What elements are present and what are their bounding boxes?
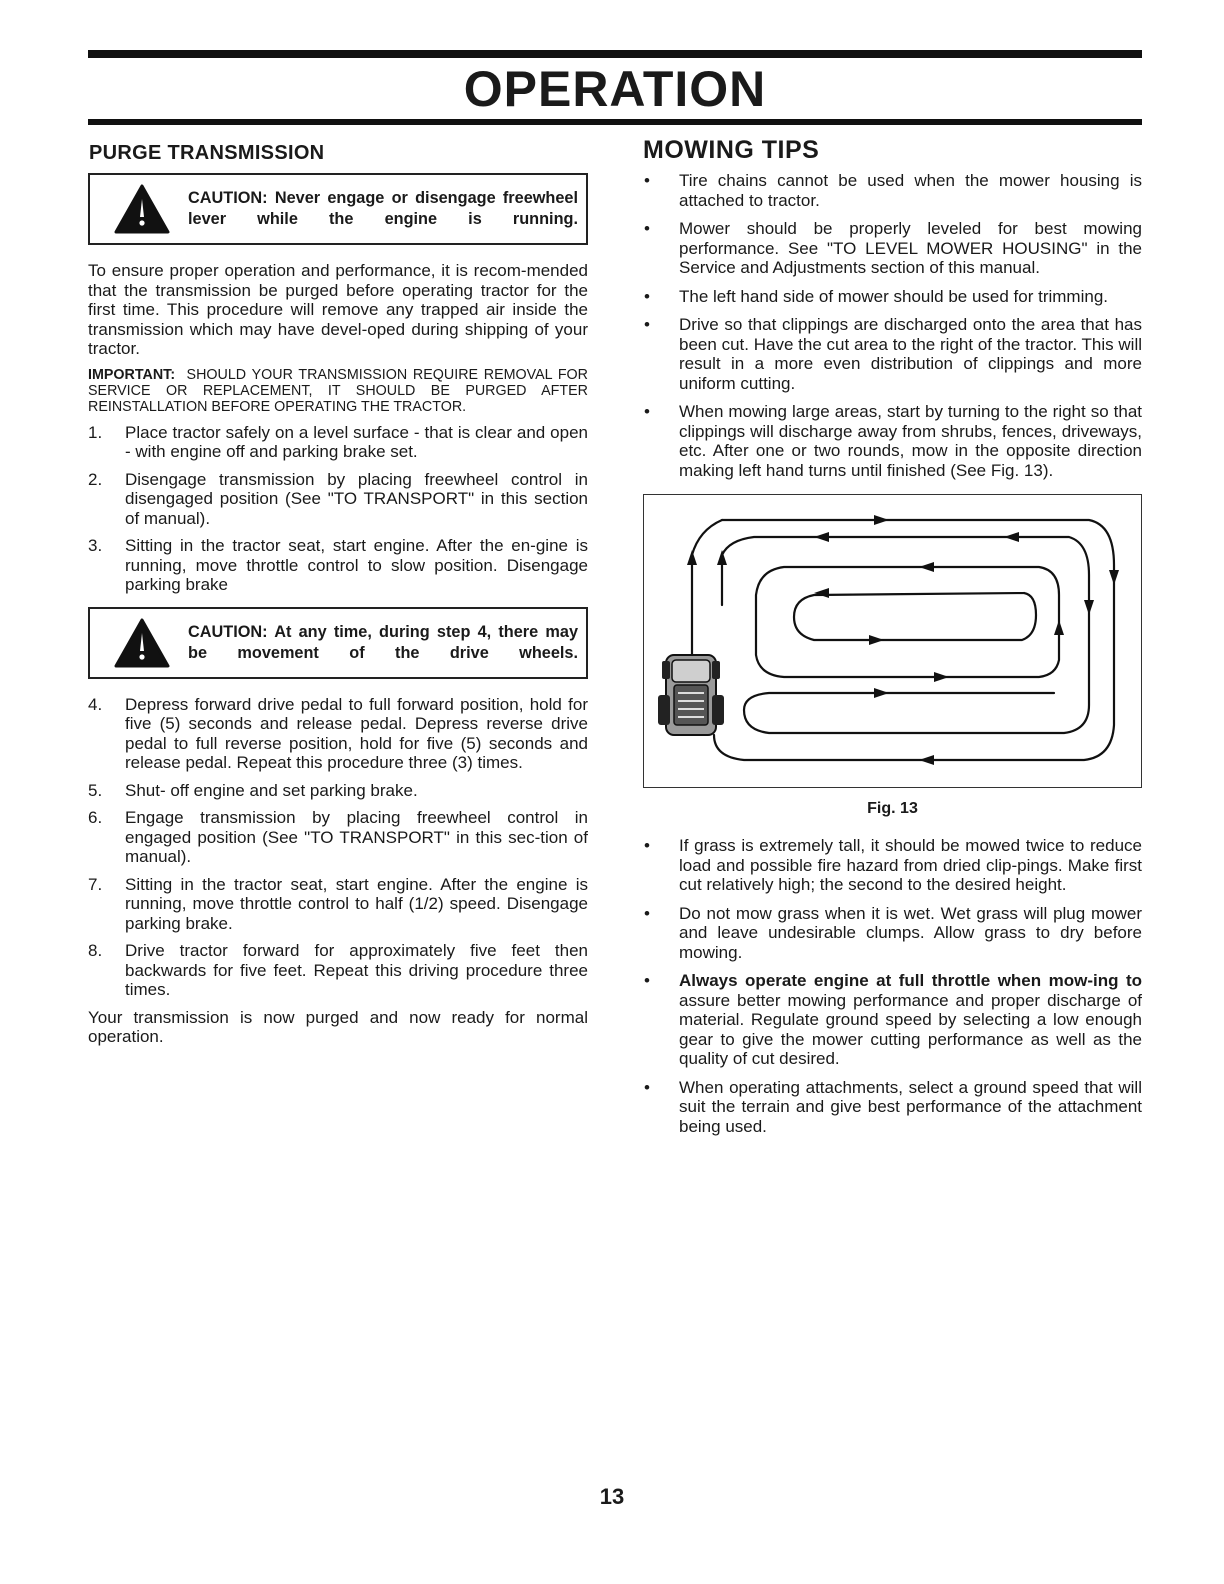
list-item	[88, 423, 588, 462]
page-number: 13	[599, 1484, 625, 1509]
tractor-icon	[658, 655, 724, 735]
arrow-right-top	[874, 515, 889, 525]
list-item	[88, 781, 588, 801]
arrow-down-right	[1109, 570, 1119, 585]
step-text: Sitting in the tractor seat, start engine. After the en-gine is running, move throttle control to slow position. Disengage parking brake	[125, 536, 588, 594]
step-number: 6.	[88, 808, 103, 827]
inner-mowing-path	[794, 593, 1036, 640]
warning-triangle-icon	[114, 618, 170, 668]
arrow-up-right	[1054, 620, 1064, 635]
step-text: Drive tractor forward for approximately five feet then backwards for five feet. Repeat this driving procedure three times.	[125, 941, 588, 999]
purge-steps-list-b	[88, 695, 588, 1000]
list-item	[88, 941, 588, 1000]
tip-text: The left hand side of mower should be used for trimming.	[679, 286, 1108, 306]
bullet: •	[644, 903, 650, 923]
arrow-left-second	[814, 532, 829, 542]
bullet: •	[644, 315, 650, 334]
purge-transmission-heading: PURGE TRANSMISSION	[89, 142, 325, 164]
list-item	[643, 219, 1142, 278]
bullet: •	[644, 171, 650, 190]
mowing-pattern-diagram	[644, 495, 1141, 787]
bullet: •	[644, 402, 650, 421]
mowing-tips-list-a	[643, 171, 1142, 480]
arrow-down-right-b	[1084, 600, 1094, 615]
list-item	[643, 287, 1142, 307]
purge-steps-list-a	[88, 423, 588, 595]
list-item	[643, 315, 1142, 393]
outer-mowing-path	[692, 520, 722, 555]
tip-text: Do not mow grass when it is wet. Wet grass will plug mower and leave undesirable clumps. Allow grass to dry before mowing.	[679, 903, 1142, 962]
tip-rest: assure better mowing performance and proper discharge of material. Regulate ground speed by selecting a low enough gear to give the mower cutting performance as well as the quality of cut desired.	[679, 990, 1142, 1068]
arrow-right-third	[934, 672, 949, 682]
warning-triangle-icon	[114, 184, 170, 234]
bullet: •	[644, 1077, 650, 1097]
arrow-right-second	[874, 688, 889, 698]
arrow-left-inner	[814, 588, 829, 598]
step-number: 8.	[88, 941, 103, 960]
tip-text: If grass is extremely tall, it should be mowed twice to reduce load and possible fire hazard from dried clip-pings. Make first cut relatively high; the second to the desired height.	[679, 836, 1142, 894]
caution-box-drive-wheels	[88, 607, 588, 679]
step-text: Depress forward drive pedal to full forward position, hold for five (5) seconds and release pedal. Depress reverse drive pedal to full reverse position, hold for five (5) seconds and release pedal. Repeat this procedure three (3) times.	[125, 694, 588, 772]
tip-text: Drive so that clippings are discharged onto the area that has been cut. Have the cut area to the right of the tractor. This will result in a more even distribution of clippings and more uniform cutting.	[679, 315, 1142, 393]
mowing-tips-list-b	[643, 836, 1142, 1136]
step-number: 1.	[88, 422, 103, 442]
list-item	[643, 1078, 1142, 1137]
tip-text: Tire chains cannot be used when the mower housing is attached to tractor.	[679, 171, 1142, 210]
list-item	[88, 470, 588, 529]
list-item	[643, 971, 1142, 1069]
step-number: 3.	[88, 536, 103, 555]
step-text: Engage transmission by placing freewheel control in engaged position (See "TO TRANSPORT" in this sec-tion of manual).	[125, 808, 588, 866]
tip-text: When mowing large areas, start by turning to the right so that clippings will discharge away from shrubs, fences, driveways, etc. After one or two rounds, mow in the opposite direction making left hand turns until finished (See Fig. 13).	[679, 402, 1142, 480]
tip-text: Mower should be properly leveled for best mowing performance. See "TO LEVEL MOWER HOUSING" in the Service and Adjustments section of this manual.	[679, 219, 1142, 277]
left-column	[88, 136, 588, 1047]
arrow-left-bottom	[919, 755, 934, 765]
arrow-left-second-b	[1004, 532, 1019, 542]
header-rule-bottom	[88, 119, 1142, 125]
tip-bold-lead: Always operate engine at full throttle when mow-ing to	[679, 971, 1142, 990]
list-item	[643, 171, 1142, 210]
bullet: •	[644, 836, 650, 855]
purge-intro-paragraph: To ensure proper operation and performance, it is recom-mended that the transmission be purged before operating tractor for the first time. This procedure will remove any trapped air inside the transmission which may have devel-oped during shipping of your tractor.	[88, 261, 588, 358]
list-item	[88, 536, 588, 595]
third-mowing-path	[756, 567, 1059, 677]
step-number: 7.	[88, 874, 103, 894]
tip-text: When operating attachments, select a ground speed that will suit the terrain and give best performance of the attachment being used.	[679, 1077, 1142, 1136]
list-item	[88, 808, 588, 867]
arrow-up-left	[687, 550, 697, 565]
caution-text: CAUTION: Never engage or disengage freewheel lever while the engine is running.	[188, 189, 578, 228]
step-text: Sitting in the tractor seat, start engine. After the engine is running, move throttle control to half (1/2) speed. Disengage parking brake.	[125, 874, 588, 933]
important-label: IMPORTANT:	[88, 366, 176, 383]
step-number: 2.	[88, 469, 103, 489]
list-item	[88, 875, 588, 934]
mowing-pattern-figure	[643, 494, 1142, 788]
step-number: 5.	[88, 780, 103, 800]
tip-text	[679, 971, 1142, 1069]
step-text: Shut- off engine and set parking brake.	[125, 780, 418, 800]
caution-box-freewheel	[88, 173, 588, 245]
important-note	[88, 367, 588, 415]
step-number: 4.	[88, 694, 103, 714]
bullet: •	[644, 219, 650, 238]
caution-text: CAUTION: At any time, during step 4, there may be movement of the drive wheels.	[188, 622, 578, 662]
bullet: •	[644, 286, 650, 306]
arrow-up-left-b	[717, 550, 727, 565]
mowing-tips-heading: MOWING TIPS	[643, 136, 820, 164]
list-item	[643, 904, 1142, 963]
list-item	[643, 836, 1142, 895]
right-column	[643, 136, 1142, 1145]
step-text: Place tractor safely on a level surface - that is clear and open - with engine off and parking brake set.	[125, 422, 588, 461]
step-text: Disengage transmission by placing freewheel control in disengaged position (See "TO TRANSPORT" in this section of manual).	[125, 469, 588, 528]
figure-caption: Fig. 13	[867, 800, 918, 817]
arrow-right-inner	[869, 635, 884, 645]
list-item	[88, 695, 588, 773]
list-item	[643, 402, 1142, 480]
bullet: •	[644, 971, 650, 990]
arrow-left-third	[919, 562, 934, 572]
purge-closing-paragraph: Your transmission is now purged and now ready for normal operation.	[88, 1007, 588, 1046]
important-text: SHOULD YOUR TRANSMISSION REQUIRE REMOVAL FOR SERVICE OR REPLACEMENT, IT SHOULD BE PURGED AFTER REINSTALLATION BEFORE OPERATING THE TRACTOR.	[88, 366, 588, 415]
page-title: OPERATION	[463, 61, 767, 117]
